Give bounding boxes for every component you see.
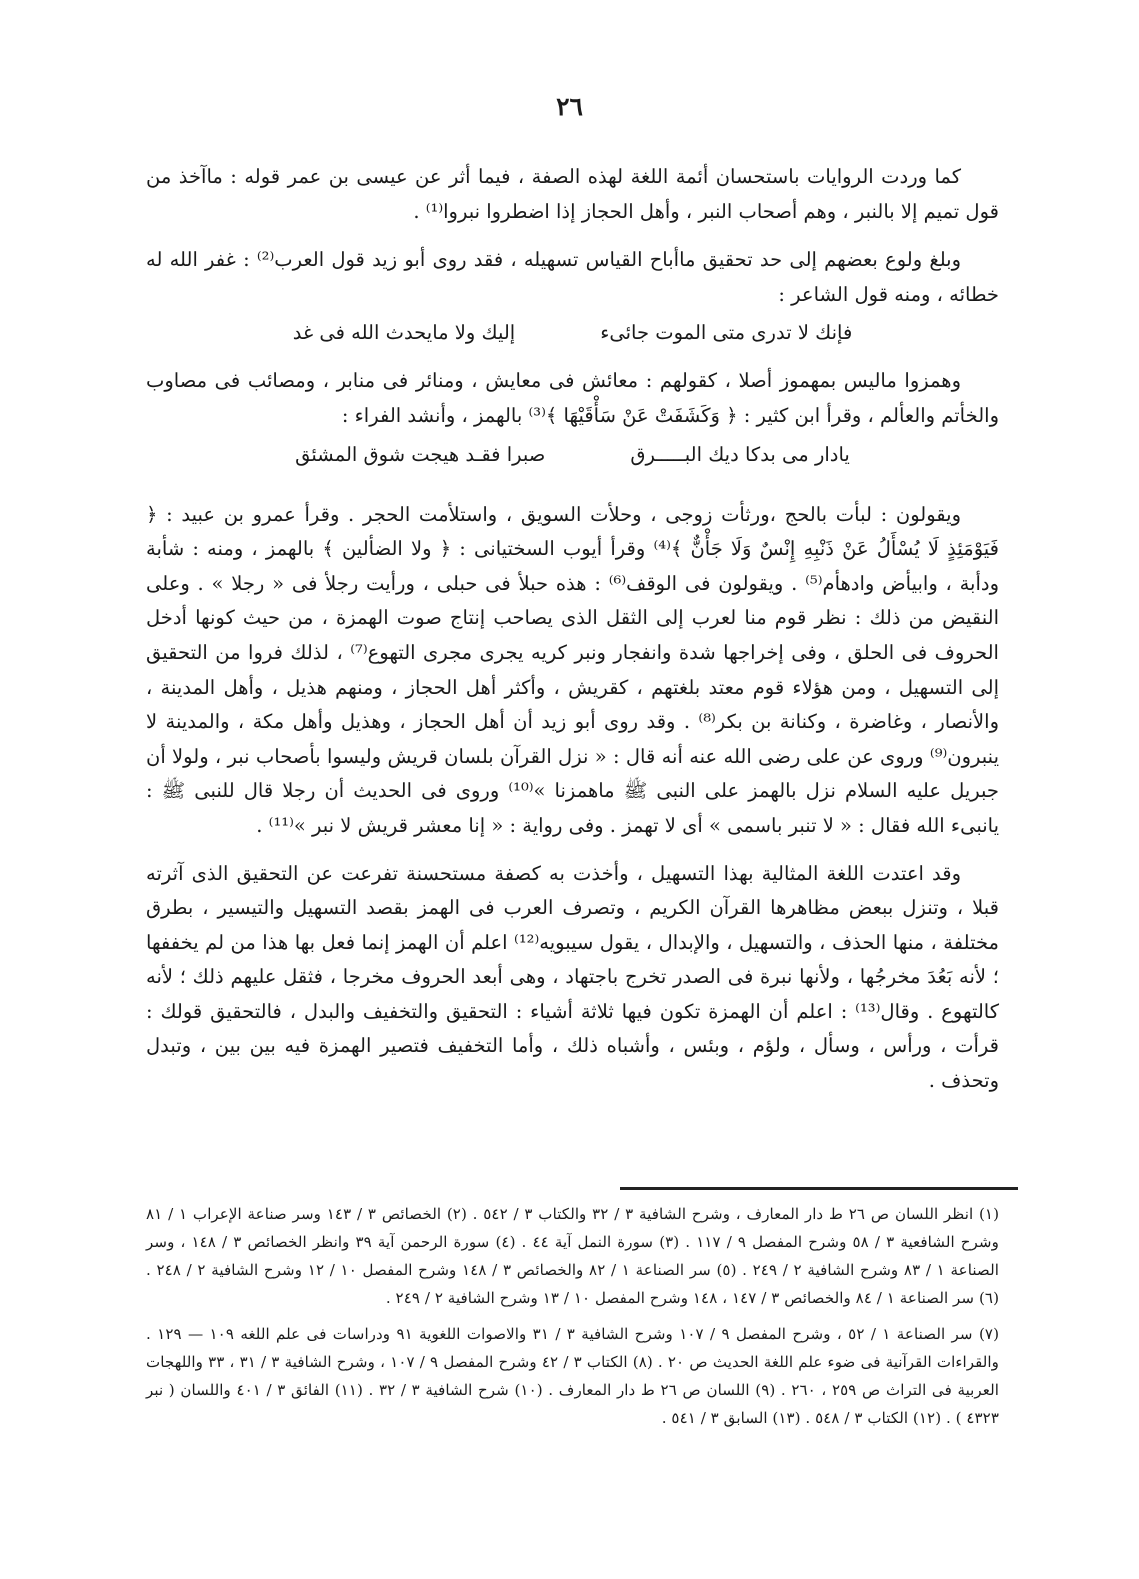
- page-number: ٢٦: [556, 92, 583, 121]
- paragraph: وبلغ ولوع بعضهم إلى حد تحقيق ماأباح القياس تسهيله ، فقد روى أبو زيد قول العرب⁽²⁾ : غفر الله له خطائه ، ومنه قول الشاعر :: [146, 248, 999, 306]
- paragraph: ويقولون : لبأت بالحج ،ورثأت زوجى ، وحلأت السويق ، واستلأمت الحجر . وقرأ عمرو بن عبيد : ﴿ فَيَوْمَئِذٍ لَا يُسْأَلُ عَنْ ذَنْبِهِ إِنْسٌ وَلَا جَأْنٌّ ﴾⁽⁴⁾ وقرأ أيوب السختيانى : ﴿ ولا الضألين ﴾ بالهمز ، ومنه : شأبة ودأبة ، وابيأض وادهأم⁽⁵⁾ . ويقولون فى الوقف⁽⁶⁾ : هذه حبلأ فى حبلى ، ورأيت رجلأ فى « رجلا » . وعلى النقيض من ذلك : نظر قوم منا لعرب إلى الثقل الذى يصاحب إنتاج صوت الهمزة ، من حيث كونها أدخل الحروف فى الحلق ، وفى إخراجها شدة وانفجار ونبر كريه يجرى مجرى التهوع⁽⁷⁾ ، لذلك فروا من التحقيق إلى التسهيل ، ومن هؤلاء قوم معتد بلغتهم ، كقريش ، وأكثر أهل الحجاز ، ومنهم هذيل ، وأهل المدينة ، والأنصار ، وغاضرة ، وكنانة بن بكر⁽⁸⁾ . وقد روى أبو زيد أن أهل الحجاز ، وهذيل وأهل مكة ، والمدينة لا ينبرون⁽⁹⁾ وروى عن على رضى الله عنه أنه قال : « نزل القرآن بلسان قريش وليسوا بأصحاب نبر ، ولولا أن جبريل عليه السلام نزل بالهمز على النبى ﷺ ماهمزنا »⁽¹⁰⁾ وروى فى الحديث أن رجلا قال للنبى ﷺ : يانبىء الله فقال : « لا تنبر باسمى » أى لا تهمز . وفى رواية : « إنا معشر قريش لا نبر »⁽¹¹⁾ .: [146, 502, 999, 837]
- poetry-verse: [146, 316, 999, 350]
- paragraph: كما وردت الروايات باستحسان أئمة اللغة لهذه الصفة ، فيما أثر عن عيسى بن عمر قوله : ماآخذ من قول تميم إلا بالنبر ، وهم أصحاب النبر ، وأهل الحجاز إذا اضطروا نبروا⁽¹⁾ .: [146, 165, 999, 223]
- paragraph: وقد اعتدت اللغة المثالية بهذا التسهيل ، وأخذت به كصفة مستحسنة تفرعت عن التحقيق الذى آثرته قبلا ، وتنزل ببعض مظاهرها القرآن الكريم ، وتصرف العرب فى الهمز بقصد التسهيل والتيسير ، بطرق مختلفة ، منها الحذف ، والتسهيل ، والإبدال ، يقول سيبويه⁽¹²⁾ اعلم أن الهمز إنما فعل بها هذا من لم يخففها ؛ لأنه بَعُدَ مخرجُها ، ولأنها نبرة فى الصدر تخرج باجتهاد ، وهى أبعد الحروف مخرجا ، فثقل عليهم ذلك ؛ لأنه كالتهوع . وقال⁽¹³⁾ : اعلم أن الهمزة تكون فيها ثلاثة أشياء : التحقيق والتخفيف والبدل ، فالتحقيق قولك : قرأت ، ورأس ، وسأل ، ولؤم ، وبئس ، وأشباه ذلك ، وأما التخفيف فتصير الهمزة فيه بين بين ، وتبدل وتحذف .: [146, 861, 999, 1093]
- verse-first-hemistich: فإنك لا تدرى متى الموت جائىء: [600, 321, 853, 345]
- footnotes: [146, 1200, 999, 1440]
- footnote-divider: [620, 1187, 1018, 1190]
- paragraph: وهمزوا ماليس بمهموز أصلا ، كقولهم : معائش فى معايش ، ومنائر فى منابر ، ومصائب فى مصاوب والخأتم والعألم ، وقرأ ابن كثير : ﴿ وَكَشَفَتْ عَنْ سَأْقَيْهَا ﴾⁽³⁾ بالهمز ، وأنشد الفراء :: [146, 369, 999, 427]
- main-text: [146, 160, 999, 1113]
- footnote-block: (١) انظر اللسان ص ٢٦ ط دار المعارف ، وشرح الشافية ٣ / ٣٢ والكتاب ٣ / ٥٤٢ . (٢) الخصائص ٣ / ١٤٣ وسر صناعة الإعراب ١ / ٨١ وشرح الشافعية ٣ / ٥٨ وشرح المفصل ٩ / ١١٧ . (٣) سورة النمل آية ٤٤ . (٤) سورة الرحمن آية ٣٩ وانظر الخصائص ٣ / ١٤٨ ، وسر الصناعة ١ / ٨٣ وشرح الشافية ٢ / ٢٤٩ . (٥) سر الصناعة ١ / ٨٢ والخصائص ٣ / ١٤٨ وشرح المفصل ١٠ / ١٢ وشرح الشافية ٢ / ٢٤٨ . (٦) سر الصناعة ١ / ٨٤ والخصائص ٣ / ١٤٧ ، ١٤٨ وشرح المفصل ١٠ / ١٣ وشرح الشافية ٢ / ٢٤٩ .: [146, 1205, 1000, 1307]
- footnote-block: (٧) سر الصناعة ١ / ٥٢ ، وشرح المفصل ٩ / ١٠٧ وشرح الشافية ٣ / ٣١ والاصوات اللغوية ٩١ ودراسات فى علم اللغه ١٠٩ — ١٢٩ . والقراءات القرآنية فى ضوء علم اللغة الحديث ص ٢٠ . (٨) الكتاب ٣ / ٤٢ وشرح المفصل ٩ / ١٠٧ ، وشرح الشافية ٣ / ٣١ ، ٣٣ واللهجات العربية فى التراث ص ٢٥٩ ، ٢٦٠ . (٩) اللسان ص ٢٦ ط دار المعارف . (١٠) شرح الشافية ٣ / ٣٢ . (١١) الفائق ٣ / ٤٠١ واللسان ( نبر ٤٣٢٣ ) . (١٢) الكتاب ٣ / ٥٤٨ . (١٣) السابق ٣ / ٥٤١ .: [146, 1325, 1000, 1427]
- poetry-verse: [146, 438, 999, 472]
- verse-second-hemistich: إليك ولا مايحدث الله فى غد: [292, 321, 516, 345]
- verse-second-hemistich: صبرا فقـد هيجت شوق المشئق: [295, 442, 546, 466]
- verse-first-hemistich: يادار مى بدكا ديك البـــــرق: [630, 442, 850, 466]
